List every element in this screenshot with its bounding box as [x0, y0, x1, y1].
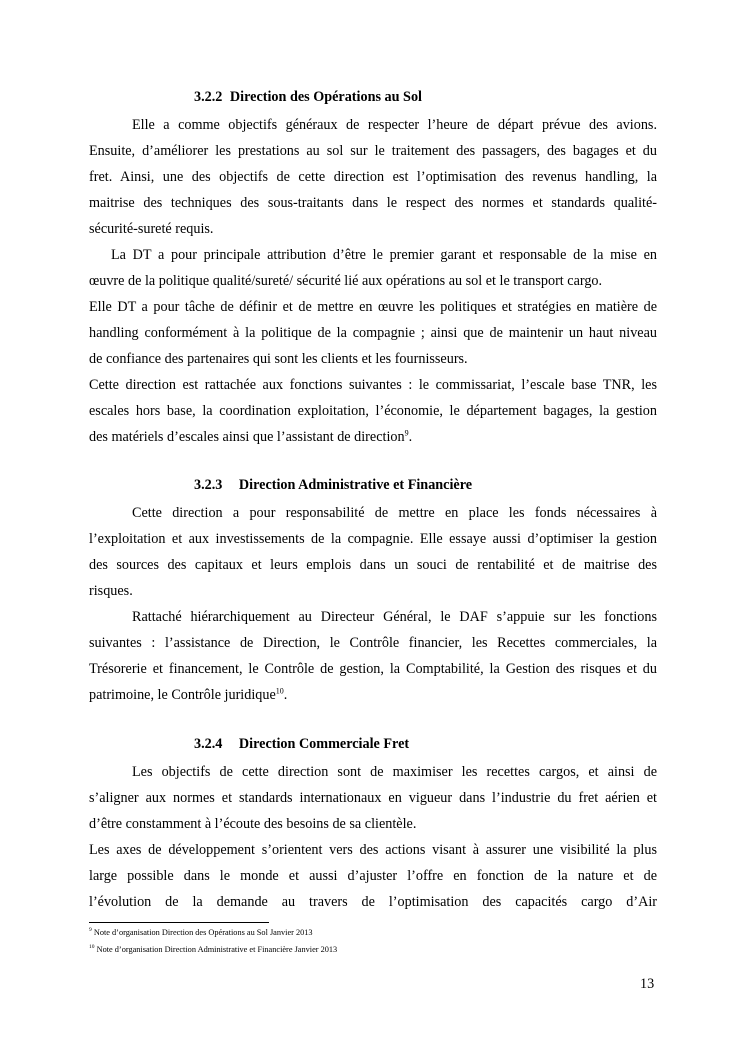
page-number: 13 — [640, 976, 655, 992]
footnote-number: 10 — [89, 944, 95, 951]
footnote-text: Note d’organisation Direction des Opérations au Sol Janvier 2013 — [93, 928, 313, 937]
section-title: Direction Administrative et Financière — [238, 477, 473, 493]
section-heading-3-2-2 — [194, 89, 422, 106]
text-line: Cette direction a pour responsabilité de mettre en place les fonds nécessaires à — [132, 505, 657, 521]
footnote-10 — [89, 945, 337, 954]
section-heading-3-2-4 — [194, 736, 409, 753]
text-line: Les axes de développement s’orientent vers des actions visant à assurer une visibilité la plus — [89, 842, 657, 858]
text-line: de confiance des partenaires qui sont les clients et les fournisseurs. — [89, 351, 468, 367]
text-line: sécurité-sureté requis. — [89, 221, 214, 237]
text-line: des sources des capitaux et leurs emplois dans un souci de rentabilité et de maitrise des — [89, 557, 657, 573]
section-body-3-2-2 — [89, 112, 657, 450]
text-line: d’être constamment à l’écoute des besoins de sa clientèle. — [89, 816, 417, 832]
text-line: Cette direction est rattachée aux fonctions suivantes : le commissariat, l’escale base TNR, les — [89, 377, 657, 393]
section-body-3-2-3 — [89, 500, 657, 708]
section-heading-3-2-3 — [194, 477, 472, 494]
text-line: Elle DT a pour tâche de définir et de mettre en œuvre les politiques et stratégies en matière de — [89, 299, 657, 315]
section-title: Direction des Opérations au Sol — [229, 89, 422, 105]
section-title: Direction Commerciale Fret — [238, 736, 410, 752]
footnote-ref[interactable]: 9 — [404, 428, 409, 438]
text-line — [89, 424, 657, 450]
text-line: Trésorerie et financement, le Contrôle de gestion, la Comptabilité, la Gestion des risques et du — [89, 661, 657, 677]
text-line: La DT a pour principale attribution d’être le premier garant et responsable de la mise en — [111, 247, 657, 263]
line-text: patrimoine, le Contrôle juridique — [89, 687, 276, 703]
text-line: escales hors base, la coordination exploitation, l’économie, le département bagages, la gestion — [89, 403, 657, 419]
text-line: s’aligner aux normes et standards internationaux en vigueur dans l’industrie du fret aérien et — [89, 790, 657, 806]
footnote-ref[interactable]: 10 — [275, 686, 284, 696]
text-line: Les objectifs de cette direction sont de maximiser les recettes cargos, et ainsi de — [132, 764, 657, 780]
text-line: œuvre de la politique qualité/sureté/ sécurité lié aux opérations au sol et le transport cargo. — [89, 273, 603, 289]
text-line: large possible dans le monde et aussi d’ajuster l’offre en fonction de la nature et de — [89, 868, 657, 884]
footnote-separator — [89, 922, 269, 923]
text-line: handling conformément à la politique de la compagnie ; ainsi que de maintenir un haut niveau — [89, 325, 657, 341]
text-line: fret. Ainsi, une des objectifs de cette direction est l’optimisation des revenus handling, la — [89, 169, 657, 185]
text-line: risques. — [89, 583, 133, 599]
line-end: . — [408, 429, 413, 445]
footnote-9 — [89, 928, 313, 937]
section-number: 3.2.2 — [194, 89, 223, 105]
section-number: 3.2.4 — [194, 736, 223, 752]
text-line: Ensuite, d’améliorer les prestations au sol sur le traitement des passagers, des bagages et du — [89, 143, 657, 159]
line-text: des matériels d’escales ainsi que l’assistant de direction — [89, 429, 405, 445]
section-number: 3.2.3 — [194, 477, 223, 493]
footnote-number: 9 — [89, 927, 92, 934]
text-line: Elle a comme objectifs généraux de respecter l’heure de départ prévue des avions. — [132, 117, 657, 133]
text-line — [89, 682, 657, 708]
text-line: l’exploitation et aux investissements de la compagnie. Elle essaye aussi d’optimiser la gestion — [89, 531, 657, 547]
footnote-text: Note d’organisation Direction Administrative et Financière Janvier 2013 — [96, 945, 338, 954]
text-line: maitrise des techniques des sous-traitants dans le respect des normes et standards qualité- — [89, 195, 657, 211]
line-end: . — [283, 687, 288, 703]
text-line: suivantes : l’assistance de Direction, le Contrôle financier, les Recettes commerciales, la — [89, 635, 657, 651]
text-line: Rattaché hiérarchiquement au Directeur Général, le DAF s’appuie sur les fonctions — [132, 609, 657, 625]
section-body-3-2-4 — [89, 759, 657, 915]
text-line: l’évolution de la demande au travers de l’optimisation des capacités cargo d’Air — [89, 894, 657, 910]
